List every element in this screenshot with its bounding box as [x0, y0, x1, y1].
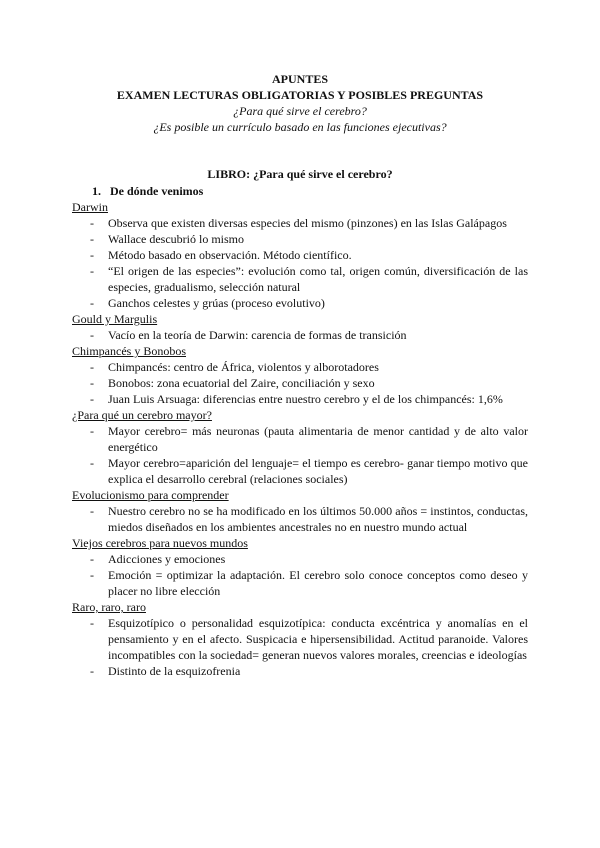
list-item — [72, 455, 528, 487]
list-item-text: Juan Luis Arsuaga: diferencias entre nuestro cerebro y el de los chimpancés: 1,6% — [108, 392, 503, 406]
list-item — [72, 263, 528, 295]
list-item-text: Nuestro cerebro no se ha modificado en los últimos 50.000 años = instintos, conductas, miedos diseñados en los ambientes ancestrales no en nuestro mundo actual — [108, 504, 528, 534]
list-item — [72, 327, 528, 343]
section-title: ¿Para qué un cerebro mayor? — [72, 408, 212, 422]
list-item-text: Mayor cerebro=aparición del lenguaje= el tiempo es cerebro- ganar tiempo motivo que explica el desarrollo cerebral (relaciones sociales) — [108, 456, 528, 486]
bullet-list — [72, 551, 528, 599]
list-item — [72, 359, 528, 375]
bullet-dash: - — [90, 296, 94, 310]
bullet-dash: - — [90, 328, 94, 342]
section — [72, 487, 528, 535]
bullet-dash: - — [90, 392, 94, 406]
bullet-dash: - — [90, 456, 94, 470]
list-item — [72, 215, 528, 231]
section — [72, 311, 528, 343]
section-title: Gould y Margulis — [72, 312, 158, 326]
header-question-2: ¿Es posible un currículo basado en las funciones ejecutivas? — [153, 120, 447, 134]
header-question-1: ¿Para qué sirve el cerebro? — [233, 104, 367, 118]
list-item-text: Wallace descubrió lo mismo — [108, 232, 244, 246]
section-title: Evolucionismo para comprender — [72, 488, 229, 502]
bullet-dash: - — [90, 552, 94, 566]
bullet-dash: - — [90, 264, 94, 278]
list-item — [72, 231, 528, 247]
list-item-text: Observa que existen diversas especies del mismo (pinzones) en las Islas Galápagos — [108, 216, 507, 230]
list-item — [72, 663, 528, 679]
bullet-dash: - — [90, 376, 94, 390]
section-title: Viejos cerebros para nuevos mundos — [72, 536, 248, 550]
bullet-dash: - — [90, 360, 94, 374]
bullet-dash: - — [90, 232, 94, 246]
list-item-text: Método basado en observación. Método científico. — [108, 248, 352, 262]
chapter-number: 1. — [92, 184, 101, 198]
section-title: Raro, raro, raro — [72, 600, 146, 614]
list-item — [72, 551, 528, 567]
list-item-text: Mayor cerebro= más neuronas (pauta alimentaria de menor cantidad y de alto valor energético — [108, 424, 528, 454]
document-subtitle: EXAMEN LECTURAS OBLIGATORIAS Y POSIBLES PREGUNTAS — [116, 88, 484, 102]
section — [72, 535, 528, 599]
bullet-dash: - — [90, 568, 94, 582]
bullet-dash: - — [90, 504, 94, 518]
list-item — [72, 423, 528, 455]
book-title: LIBRO: ¿Para qué sirve el cerebro? — [207, 167, 393, 181]
section — [72, 407, 528, 487]
list-item — [72, 295, 528, 311]
list-item — [72, 375, 528, 391]
section — [72, 343, 528, 407]
list-item-text: Emoción = optimizar la adaptación. El cerebro solo conoce conceptos como deseo y placer no libre elección — [108, 568, 528, 598]
list-item-text: Esquizotípico o personalidad esquizotípica: conducta excéntrica y anomalías en el pensamiento y en el afecto. Suspicacia e hipersensibilidad. Actitud paranoide. Valores incompatibles con la sociedad= generan nuevos valores morales, creencias e ideologías — [108, 616, 528, 662]
list-item-text: “El origen de las especies”: evolución como tal, origen común, diversificación de las especies, gradualismo, selección natural — [108, 264, 528, 294]
list-item-text: Ganchos celestes y grúas (proceso evolutivo) — [108, 296, 325, 310]
document-title: APUNTES — [271, 72, 328, 86]
list-item — [72, 615, 528, 663]
list-item-text: Chimpancés: centro de África, violentos y alborotadores — [108, 360, 379, 374]
chapter-heading — [92, 183, 528, 199]
sections-list — [72, 199, 528, 679]
bullet-dash: - — [90, 424, 94, 438]
list-item — [72, 567, 528, 599]
bullet-dash: - — [90, 616, 94, 630]
bullet-dash: - — [90, 664, 94, 678]
list-item-text: Adicciones y emociones — [108, 552, 226, 566]
bullet-dash: - — [90, 248, 94, 262]
bullet-list — [72, 359, 528, 407]
section-title: Darwin — [72, 200, 108, 214]
section-title: Chimpancés y Bonobos — [72, 344, 186, 358]
bullet-list — [72, 615, 528, 679]
bullet-list — [72, 423, 528, 487]
bullet-list — [72, 215, 528, 311]
list-item-text: Vacío en la teoría de Darwin: carencia de formas de transición — [108, 328, 407, 342]
bullet-list — [72, 327, 528, 343]
notes-content — [72, 183, 528, 679]
chapter-title: De dónde venimos — [110, 184, 204, 198]
list-item-text: Bonobos: zona ecuatorial del Zaire, conciliación y sexo — [108, 376, 375, 390]
list-item — [72, 247, 528, 263]
section — [72, 599, 528, 679]
bullet-dash: - — [90, 216, 94, 230]
section — [72, 199, 528, 311]
list-item — [72, 503, 528, 535]
list-item-text: Distinto de la esquizofrenia — [108, 664, 241, 678]
list-item — [72, 391, 528, 407]
bullet-list — [72, 503, 528, 535]
